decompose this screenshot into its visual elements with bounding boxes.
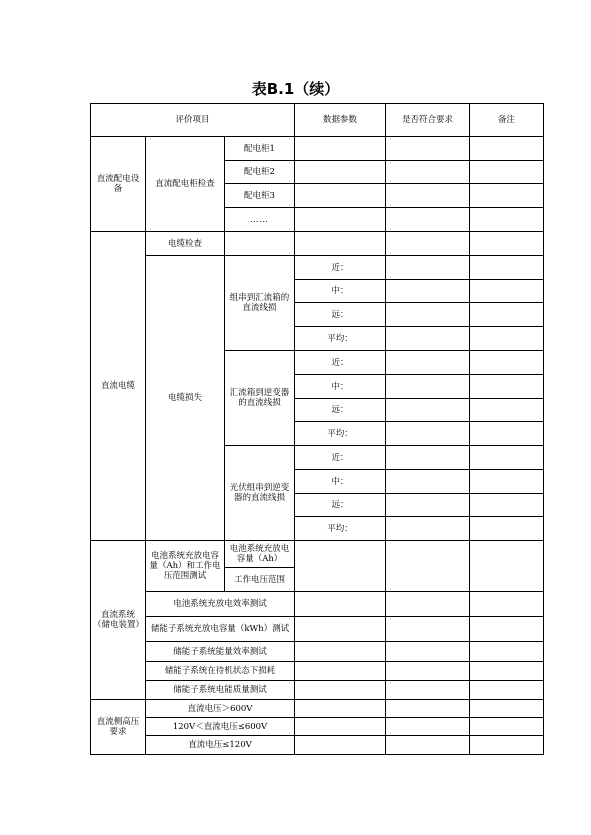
standby-loss: 储能子系统在待机状态下损耗 <box>146 662 295 681</box>
voltage-condition: 直流电压＞600V <box>146 700 295 718</box>
point-average[interactable]: 平均： <box>295 422 386 446</box>
compliance-cell[interactable] <box>386 280 470 303</box>
battery-test: 电池系统充放电容量（Ah）和工作电压范围测试 <box>146 541 225 592</box>
category-dc-cable: 直流电缆 <box>91 232 146 541</box>
remark-cell[interactable] <box>470 422 544 446</box>
data-cell[interactable] <box>295 184 386 208</box>
table-row <box>91 718 544 736</box>
table-row <box>91 256 544 280</box>
efficiency-test: 电池系统充放电效率测试 <box>146 592 295 617</box>
table-row <box>91 232 544 256</box>
compliance-cell[interactable] <box>386 662 470 681</box>
point-near[interactable]: 近： <box>295 256 386 280</box>
remark-cell[interactable] <box>470 399 544 422</box>
remark-cell[interactable] <box>470 700 544 718</box>
compliance-cell[interactable] <box>386 327 470 351</box>
data-cell[interactable] <box>295 662 386 681</box>
remark-cell[interactable] <box>470 592 544 617</box>
cabinet-item-ellipsis: …… <box>225 208 295 232</box>
compliance-cell[interactable] <box>386 303 470 327</box>
voltage-condition: 直流电压≤120V <box>146 736 295 755</box>
table-row <box>91 642 544 662</box>
cable-check: 电缆检查 <box>146 232 225 256</box>
cable-group-label: 光伏组串到逆变器的直流线损 <box>225 446 295 541</box>
remark-cell[interactable] <box>470 137 544 161</box>
cable-group-label: 汇流箱到逆变器的直流线损 <box>225 351 295 446</box>
table-row <box>91 662 544 681</box>
remark-cell[interactable] <box>470 161 544 184</box>
category-dc-distribution: 直流配电设备 <box>91 137 146 232</box>
compliance-cell[interactable] <box>386 517 470 541</box>
compliance-cell[interactable] <box>386 256 470 280</box>
power-quality-test: 储能子系统电能质量测试 <box>146 681 295 700</box>
point-near[interactable]: 近： <box>295 351 386 375</box>
compliance-cell[interactable] <box>386 422 470 446</box>
remark-cell[interactable] <box>470 736 544 755</box>
remark-cell[interactable] <box>470 681 544 700</box>
compliance-cell[interactable] <box>386 700 470 718</box>
remark-cell[interactable] <box>470 662 544 681</box>
compliance-cell[interactable] <box>386 470 470 494</box>
table-row <box>91 736 544 755</box>
data-cell[interactable] <box>295 137 386 161</box>
point-mid[interactable]: 中： <box>295 470 386 494</box>
battery-capacity: 电池系统充放电容量（Ah） <box>225 541 295 568</box>
compliance-cell[interactable] <box>386 642 470 662</box>
point-near[interactable]: 近： <box>295 446 386 470</box>
cabinet-item: 配电柜2 <box>225 161 295 184</box>
compliance-cell[interactable] <box>386 592 470 617</box>
remark-cell[interactable] <box>470 327 544 351</box>
data-cell[interactable] <box>295 700 386 718</box>
voltage-range: 工作电压范围 <box>225 568 295 592</box>
data-cell[interactable] <box>295 592 386 617</box>
remark-cell[interactable] <box>470 517 544 541</box>
point-far[interactable]: 远： <box>295 494 386 517</box>
data-cell[interactable] <box>295 718 386 736</box>
header-remark: 备注 <box>470 104 544 137</box>
header-data: 数据参数 <box>295 104 386 137</box>
table-row <box>91 617 544 642</box>
compliance-cell[interactable] <box>386 681 470 700</box>
storage-capacity-test: 储能子系统充放电容量（kWh）测试 <box>146 617 295 642</box>
data-cell[interactable] <box>295 208 386 232</box>
compliance-cell[interactable] <box>386 232 470 256</box>
compliance-cell[interactable] <box>386 494 470 517</box>
compliance-cell[interactable] <box>386 736 470 755</box>
remark-cell[interactable] <box>470 470 544 494</box>
compliance-cell[interactable] <box>386 617 470 642</box>
cable-loss: 电缆损失 <box>146 256 225 541</box>
remark-cell[interactable] <box>470 541 544 592</box>
remark-cell[interactable] <box>470 494 544 517</box>
data-cell[interactable] <box>295 161 386 184</box>
evaluation-table <box>90 103 544 755</box>
remark-cell[interactable] <box>470 256 544 280</box>
remark-cell[interactable] <box>470 375 544 399</box>
table-title: 表B.1（续） <box>251 80 340 98</box>
table-row <box>91 592 544 617</box>
energy-efficiency-test: 储能子系统能量效率测试 <box>146 642 295 662</box>
category-dc-system: 直流系统（储电装置） <box>91 541 146 700</box>
remark-cell[interactable] <box>470 208 544 232</box>
cabinet-item: 配电柜1 <box>225 137 295 161</box>
voltage-condition: 120V＜直流电压≤600V <box>146 718 295 736</box>
remark-cell[interactable] <box>470 642 544 662</box>
table-row <box>91 681 544 700</box>
cable-group-label: 组串到汇流箱的直流线损 <box>225 256 295 351</box>
remark-cell[interactable] <box>470 280 544 303</box>
compliance-cell[interactable] <box>386 446 470 470</box>
compliance-cell[interactable] <box>386 718 470 736</box>
point-mid[interactable]: 中： <box>295 280 386 303</box>
point-average[interactable]: 平均： <box>295 327 386 351</box>
subcategory-cabinet-check: 直流配电柜检查 <box>146 137 225 232</box>
category-dc-high-voltage: 直流侧高压要求 <box>91 700 146 755</box>
compliance-cell[interactable] <box>386 399 470 422</box>
compliance-cell[interactable] <box>386 375 470 399</box>
remark-cell[interactable] <box>470 232 544 256</box>
remark-cell[interactable] <box>470 303 544 327</box>
data-cell[interactable] <box>295 232 386 256</box>
data-cell[interactable] <box>295 541 386 592</box>
compliance-cell[interactable] <box>386 208 470 232</box>
compliance-cell[interactable] <box>386 541 470 592</box>
empty-cell <box>225 232 295 256</box>
table-row <box>91 541 544 568</box>
compliance-cell[interactable] <box>386 161 470 184</box>
compliance-cell[interactable] <box>386 351 470 375</box>
header-compliance: 是否符合要求 <box>386 104 470 137</box>
remark-cell[interactable] <box>470 184 544 208</box>
cabinet-item: 配电柜3 <box>225 184 295 208</box>
remark-cell[interactable] <box>470 351 544 375</box>
remark-cell[interactable] <box>470 446 544 470</box>
compliance-cell[interactable] <box>386 137 470 161</box>
compliance-cell[interactable] <box>386 184 470 208</box>
data-cell[interactable] <box>295 642 386 662</box>
table-row <box>91 137 544 161</box>
remark-cell[interactable] <box>470 718 544 736</box>
point-far[interactable]: 远： <box>295 399 386 422</box>
table-row <box>91 700 544 718</box>
remark-cell[interactable] <box>470 617 544 642</box>
data-cell[interactable] <box>295 736 386 755</box>
point-far[interactable]: 远： <box>295 303 386 327</box>
data-cell[interactable] <box>295 617 386 642</box>
header-item: 评价项目 <box>91 104 295 137</box>
point-average[interactable]: 平均： <box>295 517 386 541</box>
data-cell[interactable] <box>295 681 386 700</box>
header-row <box>91 104 544 137</box>
point-mid[interactable]: 中： <box>295 375 386 399</box>
